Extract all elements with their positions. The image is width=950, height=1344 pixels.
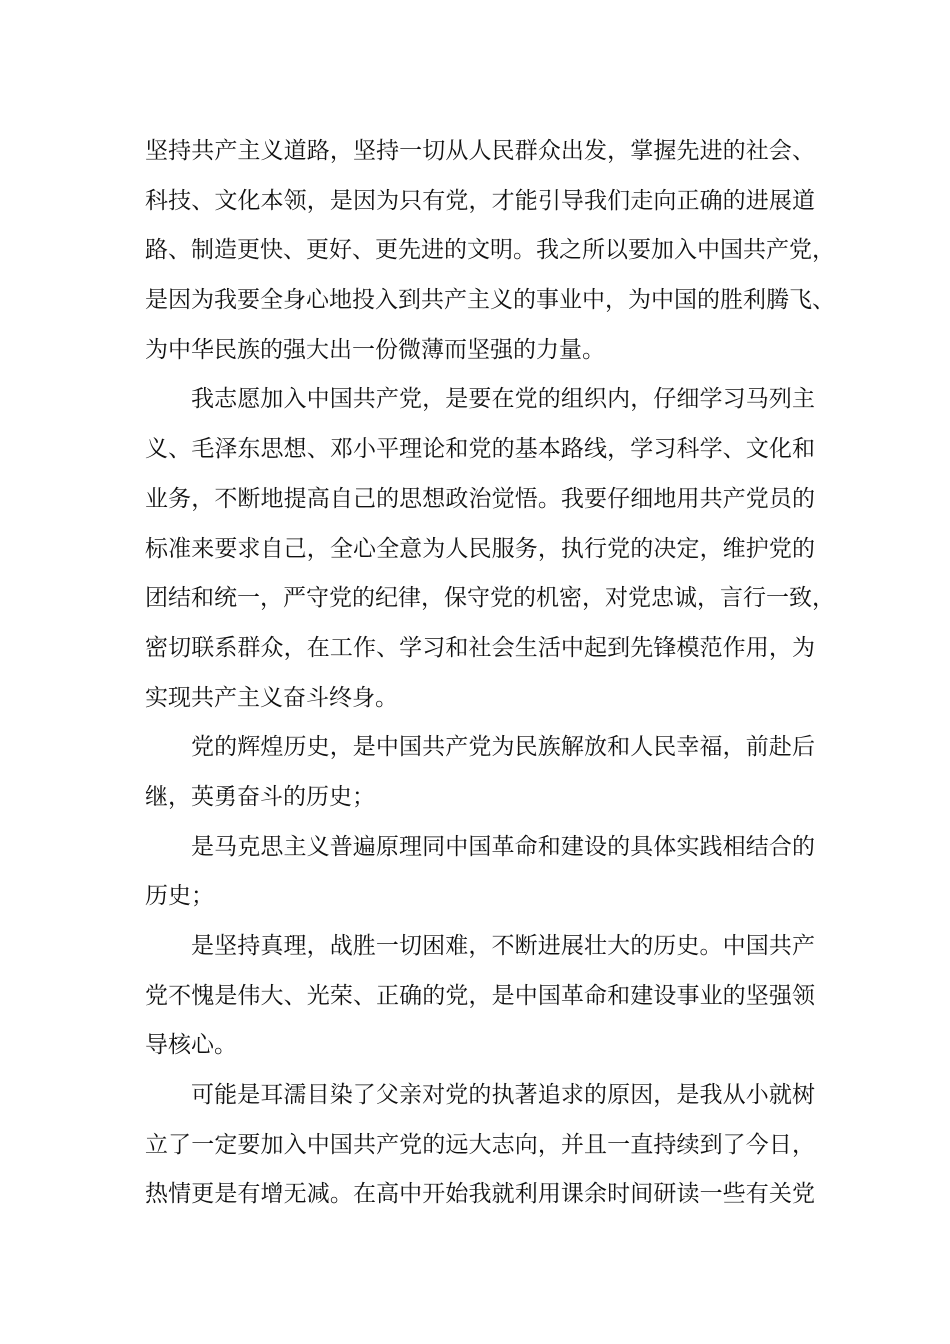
text-line: 科技、文化本领，是因为只有党，才能引导我们走向正确的进展道 xyxy=(145,187,815,214)
text-line: 团结和统一，严守党的纪律，保守党的机密，对党忠诚，言行一致， xyxy=(145,585,835,612)
text-line: 党不愧是伟大、光荣、正确的党，是中国革命和建设事业的坚强领 xyxy=(145,982,815,1009)
text-line: 密切联系群众，在工作、学习和社会生活中起到先锋模范作用，为 xyxy=(145,634,815,661)
text-line: 义、毛泽东思想、邓小平理论和党的基本路线，学习科学、文化和 xyxy=(145,436,815,463)
text-line: 业务，不断地提高自己的思想政治觉悟。我要仔细地用共产党员的 xyxy=(145,485,815,512)
text-line: 导核心。 xyxy=(145,1032,237,1059)
text-line: 实现共产主义奋斗终身。 xyxy=(145,684,398,711)
text-line: 立了一定要加入中国共产党的远大志向，并且一直持续到了今日， xyxy=(145,1131,815,1158)
text-line: 标准来要求自己，全心全意为人民服务，执行党的决定，维护党的 xyxy=(145,535,815,562)
text-line: 坚持共产主义道路，坚持一切从人民群众出发，掌握先进的社会、 xyxy=(145,138,815,164)
text-line: 是坚持真理，战胜一切困难，不断进展壮大的历史。中国共产 xyxy=(191,933,815,959)
text-line: 党的辉煌历史，是中国共产党为民族解放和人民幸福，前赴后 xyxy=(191,734,815,761)
text-line: 历史； xyxy=(145,883,214,910)
text-line: 继，英勇奋斗的历史； xyxy=(145,783,375,810)
text-line: 可能是耳濡目染了父亲对党的执著追求的原因，是我从小就树 xyxy=(191,1082,815,1109)
document-body xyxy=(145,127,835,1220)
text-line: 热情更是有增无减。在高中开始我就利用课余时间研读一些有关党 xyxy=(145,1181,815,1208)
text-line: 我志愿加入中国共产党，是要在党的组织内，仔细学习马列主 xyxy=(191,386,815,413)
text-line: 是马克思主义普遍原理同中国革命和建设的具体实践相结合的 xyxy=(191,833,815,860)
text-line: 为中华民族的强大出一份微薄而坚强的力量。 xyxy=(145,336,605,363)
text-line: 路、制造更快、更好、更先进的文明。我之所以要加入中国共产党， xyxy=(145,237,835,264)
text-line: 是因为我要全身心地投入到共产主义的事业中，为中国的胜利腾飞、 xyxy=(145,287,835,314)
